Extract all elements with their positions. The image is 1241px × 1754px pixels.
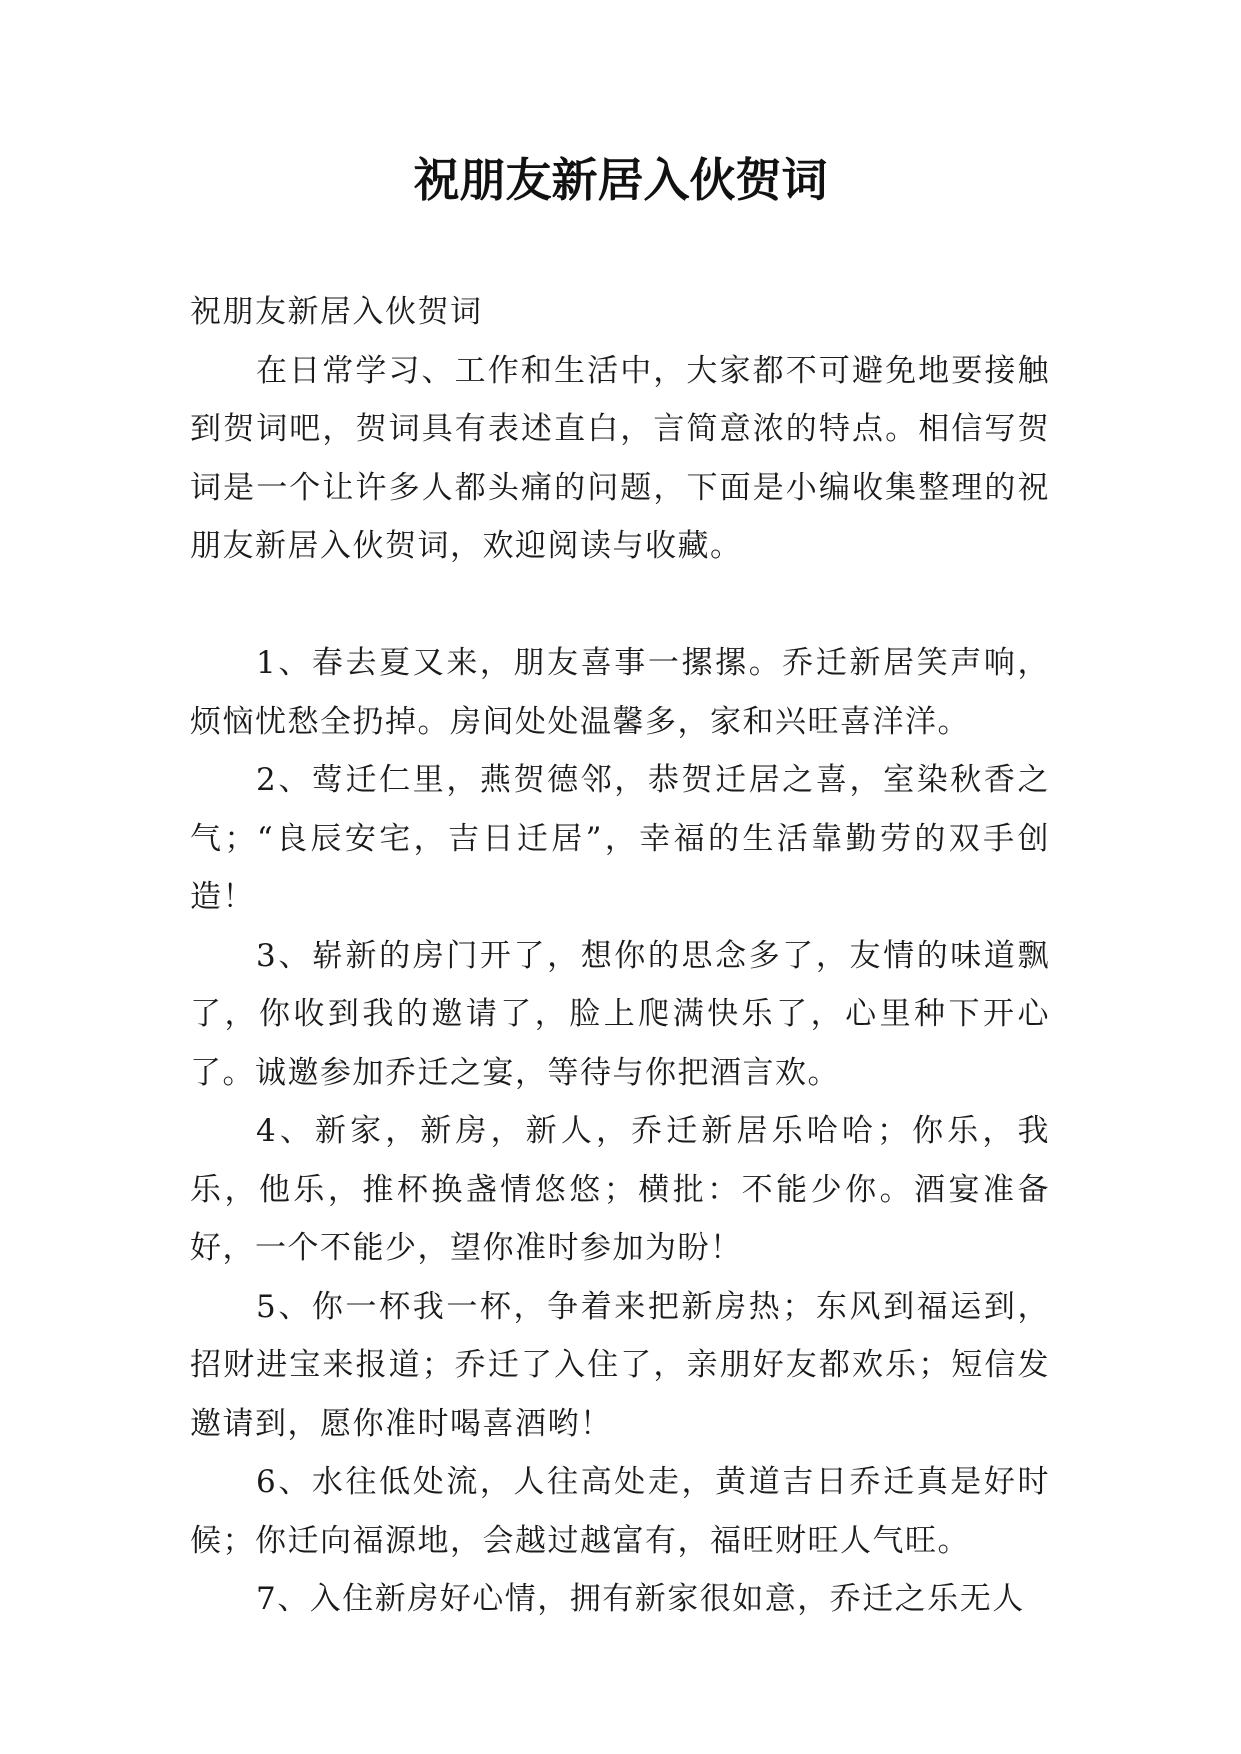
wish-item-5: 5、你一杯我一杯，争着来把新房热；东风到福运到，招财进宝来报道；乔迁了入住了，亲朋好友都欢乐；短信发邀请到，愿你准时喝喜酒哟！	[190, 1288, 1050, 1442]
document-title: 祝朋友新居入伙贺词	[413, 153, 828, 207]
wish-item-3: 3、崭新的房门开了，想你的思念多了，友情的味道飘了，你收到我的邀请了，脸上爬满快乐了，心里种下开心了。诚邀参加乔迁之宴，等待与你把酒言欢。	[190, 937, 1050, 1091]
intro-paragraph: 在日常学习、工作和生活中，大家都不可避免地要接触到贺词吧，贺词具有表述直白，言简意浓的特点。相信写贺词是一个让许多人都头痛的问题，下面是小编收集整理的祝朋友新居入伙贺词，欢迎阅读与收藏。	[190, 352, 1050, 564]
wish-item-4: 4、新家，新房，新人，乔迁新居乐哈哈；你乐，我乐，他乐，推杯换盏情悠悠；横批：不能少你。酒宴准备好，一个不能少，望你准时参加为盼！	[190, 1113, 1050, 1266]
document-subtitle: 祝朋友新居入伙贺词	[190, 294, 483, 330]
paragraph-spacer	[190, 576, 1050, 635]
wish-item-1: 1、春去夏又来，朋友喜事一摞摞。乔迁新居笑声响，烦恼忧愁全扔掉。房间处处温馨多，家和兴旺喜洋洋。	[190, 645, 1050, 740]
wish-item-7: 7、入住新房好心情，拥有新家很如意，乔迁之乐无人	[256, 1581, 1025, 1617]
document-body	[190, 283, 1050, 1629]
wish-item-6: 6、水往低处流，人往高处走，黄道吉日乔迁真是好时候；你迁向福源地，会越过越富有，福旺财旺人气旺。	[190, 1464, 1050, 1559]
wish-item-2: 2、莺迁仁里，燕贺德邻，恭贺迁居之喜，室染秋香之气；“良辰安宅，吉日迁居”，幸福的生活靠勤劳的双手创造！	[190, 762, 1050, 915]
